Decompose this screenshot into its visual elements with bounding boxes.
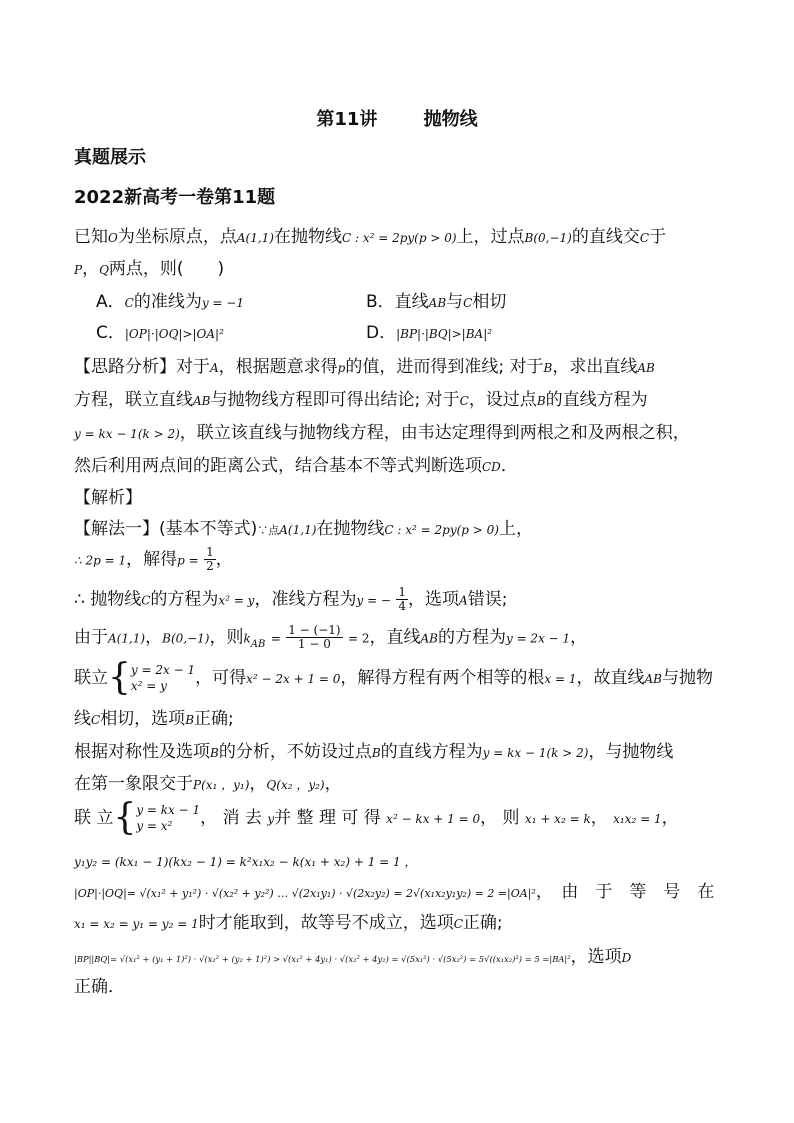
text: 【解法一】(基本不等式) (74, 519, 258, 539)
text: ，联立该直线与抛物线方程，由韦达定理得到两根之和及两根之积， (179, 423, 690, 443)
text: ， (661, 808, 679, 828)
math: AB (644, 672, 662, 686)
option-a[interactable] (96, 292, 244, 312)
equation-system (131, 662, 195, 694)
text: ，解得 (126, 549, 178, 570)
math: A (210, 361, 219, 375)
text: ，直线 (369, 627, 421, 648)
text: 已知 (74, 227, 108, 247)
text: ，选项 (408, 589, 460, 610)
math: AB (637, 361, 655, 375)
analysis-line-3 (74, 422, 724, 445)
text: 相切 (472, 292, 507, 312)
text: 上， (498, 519, 533, 539)
numerator: 1 − (−1) (288, 623, 341, 637)
equation: y = 2x − 1 (130, 663, 196, 677)
math: |OP|·|OQ|= √(x₁² + y₁²) · √(x₂² + y₂²) … √(2x₁y₁) · √(2x₂y₂) = 2√(x₁x₂y₁y₂) = 2 =|OA|² (74, 887, 536, 900)
math: y = 2x − 1 (505, 631, 571, 646)
text: 联 立 (74, 808, 114, 828)
text: 正确; (462, 913, 503, 933)
text: ，准线方程为 (254, 589, 357, 610)
text: 的准线为 (133, 292, 202, 312)
analysis-line-4 (74, 455, 724, 478)
equation: x² = y (130, 679, 167, 693)
section-heading: 真题展示 (74, 147, 146, 168)
text: ， (82, 259, 100, 279)
solution-line-4 (74, 624, 724, 656)
math: C (639, 231, 650, 245)
option-d[interactable] (366, 322, 492, 345)
math: |BP||BQ|= √(x₁² + (y₁ + 1)²) · √(x₂² + (y₂ + 1)²) > √(x₁² + 4y₁) · √(x₂² + 4y₂) = √(5x₁²) · √(5x₂²) = 5√((x₁x₂)²) = 5 =|BA|² (74, 954, 571, 964)
equation-system (136, 802, 200, 834)
text: ， 消 去 (200, 808, 262, 828)
math: Q (99, 263, 109, 277)
option-row-cd (96, 322, 746, 345)
text: 与抛物线方程即可得出结论; 对于 (210, 390, 460, 410)
text: 在抛物线 (316, 519, 385, 539)
text: 时才能取到，故等号不成立，选项 (198, 913, 454, 933)
solution-line-9 (74, 797, 724, 840)
option-row-ab (96, 291, 746, 314)
slope-fraction (286, 624, 342, 651)
text: 的直线方程为 (545, 390, 648, 410)
math: A(1,1) (236, 231, 274, 245)
math: B (210, 746, 219, 760)
solution-line-6 (74, 708, 724, 731)
text: ，故直线 (576, 668, 645, 688)
solution-line-5 (74, 657, 724, 700)
math: x₁x₂ = 1 (613, 812, 662, 826)
option-c-label: C． (96, 323, 125, 343)
text: 正确; (194, 709, 234, 729)
text: ，选项 (570, 947, 622, 967)
fraction-one-quarter (396, 586, 408, 613)
math: AB (193, 394, 211, 408)
text: ， 由 于 等 号 在 (535, 882, 715, 902)
math: = (270, 631, 281, 646)
text: 两点，则( ) (108, 259, 225, 279)
math: C (453, 917, 463, 931)
denominator: 4 (398, 599, 407, 613)
math: x² − kx + 1 = 0 (386, 812, 481, 826)
text: 的分析，不妨设过点 (218, 742, 372, 762)
math: P(x₁ ，y₁) (193, 778, 250, 792)
math: B(0,−1) (524, 231, 572, 245)
math: B (371, 746, 381, 760)
math: B(0,−1) (162, 631, 210, 646)
text: 相切，选项 (100, 709, 186, 729)
text: 由于 (74, 627, 108, 648)
text: ，与抛物线 (588, 742, 674, 762)
math: C (141, 593, 151, 608)
numerator: 1 (398, 585, 407, 599)
math: P (74, 263, 83, 277)
solution-line-3 (74, 586, 724, 613)
math: ∵点 (257, 524, 280, 537)
math: B (185, 713, 195, 727)
text: 直线 (394, 292, 429, 312)
solution-line-14: 正确． (74, 977, 125, 997)
option-c[interactable] (96, 323, 224, 343)
text: ，则 (209, 627, 244, 648)
math: p = (177, 553, 199, 568)
math: x² − 2x + 1 = 0 (246, 672, 341, 686)
math: B (543, 361, 553, 375)
math: y₁y₂ = (kx₁ − 1)(kx₂ − 1) = k²x₁x₂ − k(x₁ + x₂) + 1 = 1 ， (74, 855, 417, 869)
text: 线 (74, 709, 91, 729)
text: 【思路分析】对于 (74, 357, 210, 377)
math: y (267, 812, 275, 826)
math: C (463, 296, 473, 310)
math: y = kx − 1(k > 2) (482, 746, 589, 760)
lecture-title: 第11讲 抛物线 (316, 109, 478, 130)
math: AB (420, 631, 438, 646)
math: A (459, 593, 468, 608)
analysis-line-2 (74, 389, 724, 412)
text: 错误; (467, 589, 508, 610)
text: ， (590, 808, 608, 828)
math: C (91, 713, 101, 727)
math: C (459, 394, 469, 408)
math: ∴ 2p = 1 (74, 553, 127, 568)
math: x₁ + x₂ = k (524, 812, 591, 826)
text: 并 整 理 可 得 (274, 808, 381, 828)
option-b-label: B． (366, 292, 395, 312)
system-brace: { (108, 657, 131, 698)
text: ，根据题意求得 (218, 357, 338, 377)
text: 的方程为 (150, 589, 219, 610)
text: ，设过点 (468, 390, 537, 410)
math: O (108, 231, 118, 245)
text: 于 (649, 227, 667, 247)
equation: y = x² (136, 819, 173, 833)
solution-line-11 (74, 881, 724, 905)
text: 在第一象限交于 (74, 774, 193, 794)
fraction-one-half (204, 546, 216, 573)
solution-heading: 【解析】 (74, 488, 142, 508)
option-d-label: D． (366, 323, 397, 343)
math: Q(x₂ ，y₂) (266, 778, 325, 792)
denominator: 1 − 0 (297, 637, 331, 651)
analysis-line-1 (74, 356, 724, 379)
math: y = − (356, 593, 391, 608)
solution-line-10 (74, 850, 724, 873)
text: 联立 (74, 668, 108, 688)
text: 方程，联立直线 (74, 390, 193, 410)
option-b[interactable] (366, 291, 506, 314)
math: AB (428, 296, 447, 310)
math: x₁ = x₂ = y₁ = y₂ = 1 (74, 917, 199, 931)
text: 与抛物 (661, 668, 713, 688)
text: 的直线方程为 (380, 742, 483, 762)
text: 为坐标原点，点 (117, 227, 237, 247)
text: ，求出直线 (552, 357, 638, 377)
text: ． (500, 456, 518, 476)
math: D (621, 951, 632, 965)
text: ， (145, 627, 163, 648)
math: |BP|·|BQ|>|BA|² (396, 327, 493, 341)
solution-line-8 (74, 773, 724, 796)
option-a-label: A． (96, 292, 125, 312)
text: 上，过点 (456, 227, 525, 247)
question-line-1 (74, 226, 724, 249)
solution-line-7 (74, 741, 724, 764)
solution-line-2 (74, 546, 724, 573)
math: y = −1 (201, 296, 244, 310)
math: y = kx − 1(k > 2) (74, 427, 180, 441)
text: 根据对称性及选项 (74, 742, 210, 762)
text: ，解得方程有两个相等的根 (340, 668, 545, 688)
text: 的值，进而得到准线; 对于 (345, 357, 544, 377)
text: 然后利用两点间的距离公式，结合基本不等式判断选项 (74, 456, 482, 476)
text: ， (324, 774, 342, 794)
text: 与 (446, 292, 464, 312)
text: ， (570, 627, 588, 648)
math: x = 1 (544, 672, 577, 686)
text: ， 则 (480, 808, 520, 828)
math: |OP|·|OQ|>|OA|² (124, 327, 224, 341)
text: 的方程为 (437, 627, 506, 648)
text: 的直线交 (571, 227, 640, 247)
problem-heading: 2022新高考一卷第11题 (74, 187, 276, 208)
math: C : x² = 2py(p > 0) (384, 523, 499, 537)
solution-line-13 (74, 946, 724, 970)
math: p (337, 361, 346, 375)
math: CD (482, 460, 501, 474)
text: ， (215, 549, 233, 570)
text: 在抛物线 (273, 227, 342, 247)
denominator: 2 (206, 559, 214, 573)
math: A(1,1) (279, 523, 317, 537)
system-brace: { (113, 797, 137, 838)
math: k (243, 631, 251, 646)
text: ， (249, 774, 267, 794)
math: x² = y (218, 593, 255, 608)
solution-line-1 (74, 518, 724, 542)
math: B (536, 394, 546, 408)
equation: y = kx − 1 (136, 803, 201, 817)
math: C (124, 296, 134, 310)
text: ，可得 (195, 668, 247, 688)
question-line-2 (74, 258, 724, 281)
math: A(1,1) (108, 631, 146, 646)
subscript: AB (250, 638, 266, 650)
math: = 2 (347, 631, 370, 646)
numerator: 1 (206, 545, 214, 559)
text: ∴ 抛物线 (74, 589, 142, 610)
solution-line-12 (74, 912, 724, 935)
math: C : x² = 2py(p > 0) (341, 231, 457, 245)
